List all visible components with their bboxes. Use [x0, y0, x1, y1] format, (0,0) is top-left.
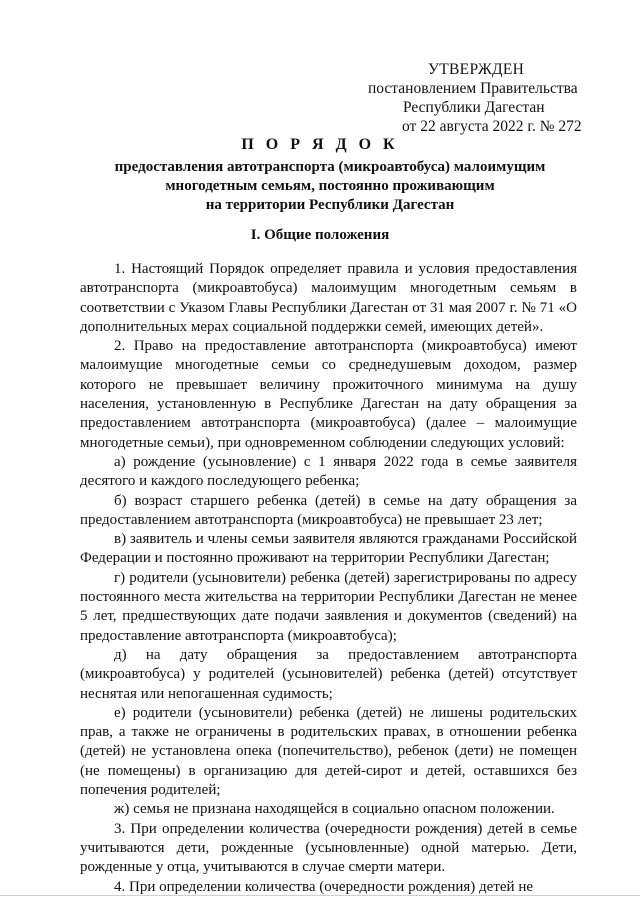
approval-line-2: Республики Дагестан — [403, 99, 545, 116]
paragraph: а) рождение (усыновление) с 1 января 2022 года в семье заявителя десятого и каждого последующего ребенка; — [80, 453, 577, 490]
document-body — [80, 260, 577, 897]
paragraph: ж) семья не признана находящейся в социально опасном положении. — [114, 801, 555, 818]
subtitle-line: предоставления автотранспорта (микроавтобуса) малоимущим — [114, 159, 546, 175]
scan-edge-line — [0, 895, 640, 896]
approval-line-1: постановлением Правительства — [368, 80, 578, 97]
document-subtitle — [90, 158, 570, 215]
approval-heading: УТВЕРЖДЕН — [428, 61, 525, 78]
document-title: П О Р Я Д О К — [241, 136, 399, 153]
paragraph: б) возраст старшего ребенка (детей) в семье на дату обращения за предоставлением автотранспорта (микроавтобуса) не превышает 23 лет; — [80, 492, 577, 528]
paragraph: 2. Право на предоставление автотранспорта (микроавтобуса) имеют малоимущие многодетные семьи со среднедушевым доходом, размер которого не превышает величину прожиточного минимума на душу населения, установленную в Республике Дагестан на дату обращения за предоставлением автотранспорта (микроавтобуса) (далее – малоимущие многодетные семьи), при одновременном соблюдении следующих условий: — [80, 338, 577, 451]
subtitle-line: на территории Республики Дагестан — [205, 197, 455, 213]
paragraph: 1. Настоящий Порядок определяет правила и условия предоставления автотранспорта (микроавтобуса) малоимущим многодетным семьям в соответствии с Указом Главы Республики Дагестан от 31 мая 2007 г. № 71 «О дополнительных мерах социальной поддержки семей, имеющих детей». — [80, 261, 577, 335]
section-title: I. Общие положения — [250, 227, 390, 243]
approval-stamp — [360, 60, 600, 136]
paragraph: в) заявитель и члены семьи заявителя являются гражданами Российской Федерации и постоянно проживают на территории Республики Дагестан; — [80, 531, 577, 567]
paragraph: е) родители (усыновители) ребенка (детей) не лишены родительских прав, а также не ограничены в родительских правах, в отношении ребенка (детей) не установлена опека (попечительство), ребенок (дети) не помещен (не помещены) в организацию для детей-сирот и детей, оставшихся без попечения родителей; — [80, 704, 577, 799]
paragraph: 4. При определении количества (очередности рождения) детей не — [114, 878, 534, 895]
paragraph: 3. При определении количества (очередности рождения) детей в семье учитываются дети, рожденные (усыновленные) одной матерью. Дети, рожденные у отца, учитываются в случае смерти матери. — [80, 820, 577, 876]
subtitle-line: многодетным семьям, постоянно проживающим — [165, 178, 495, 194]
paragraph: д) на дату обращения за предоставлением автотранспорта (микроавтобуса) у родителей (усыновителей) ребенка (детей) отсутствует неснятая или непогашенная судимость; — [80, 646, 577, 702]
paragraph: г) родители (усыновители) ребенка (детей) зарегистрированы по адресу постоянного места жительства на территории Республики Дагестан не менее 5 лет, предшествующих дате подачи заявления и документов (сведений) на предоставление автотранспорта (микроавтобуса); — [80, 569, 577, 644]
approval-line-3: от 22 августа 2022 г. № 272 — [402, 118, 582, 135]
